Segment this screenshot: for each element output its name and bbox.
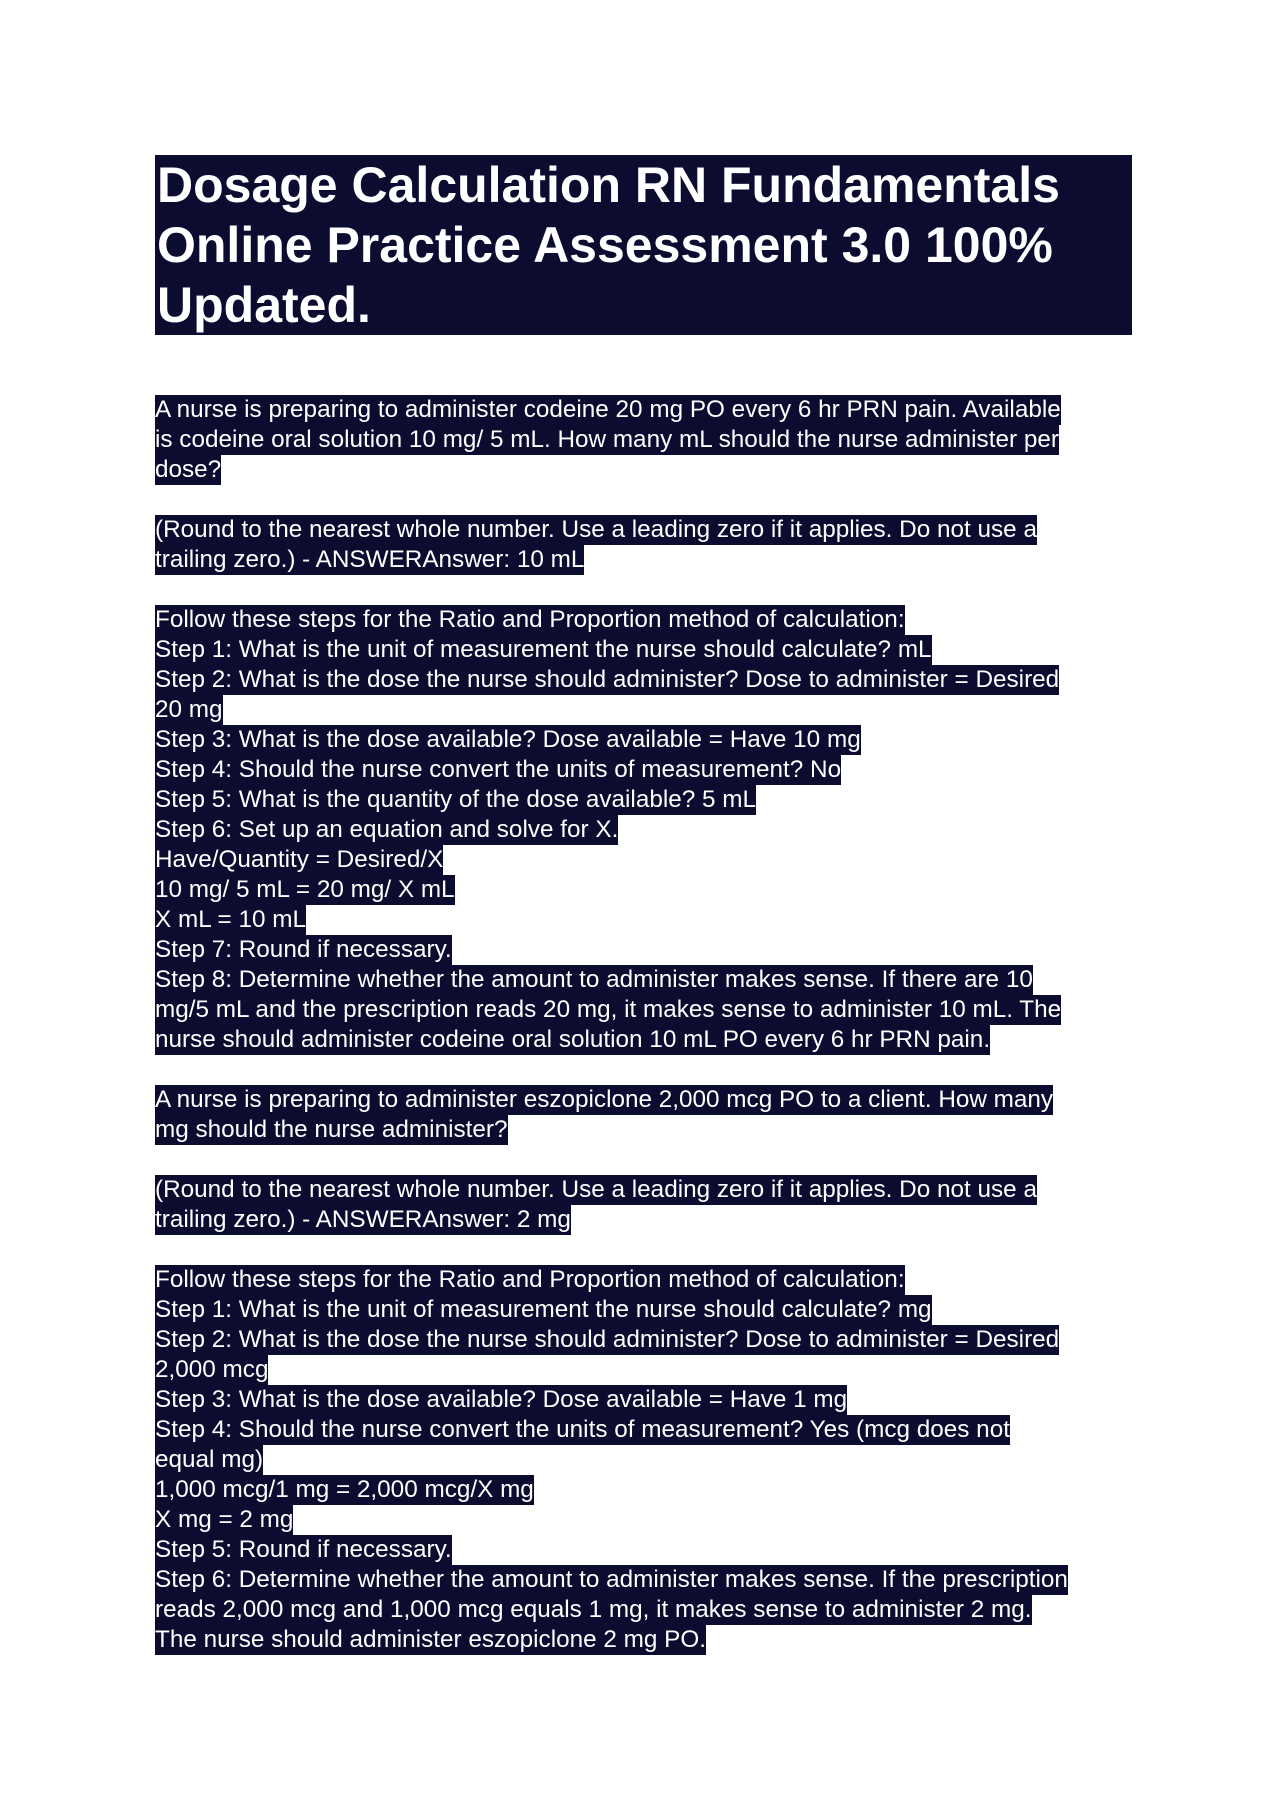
text-line: Follow these steps for the Ratio and Proportion method of calculation: bbox=[155, 1266, 905, 1293]
text-line: reads 2,000 mcg and 1,000 mcg equals 1 mg, it makes sense to administer 2 mg. bbox=[155, 1596, 1032, 1623]
text-line: (Round to the nearest whole number. Use a leading zero if it applies. Do not use a bbox=[155, 1176, 1037, 1203]
text-line: Step 1: What is the unit of measurement the nurse should calculate? mL bbox=[155, 636, 932, 663]
text-line: A nurse is preparing to administer codeine 20 mg PO every 6 hr PRN pain. Available bbox=[155, 396, 1061, 423]
text-line: Step 3: What is the dose available? Dose available = Have 10 mg bbox=[155, 726, 861, 753]
paragraph bbox=[155, 1175, 1155, 1235]
text-line: equal mg) bbox=[155, 1446, 264, 1473]
text-line: Step 2: What is the dose the nurse should administer? Dose to administer = Desired bbox=[155, 666, 1060, 693]
text-line: Step 4: Should the nurse convert the units of measurement? Yes (mcg does not bbox=[155, 1416, 1010, 1443]
text-line: mg should the nurse administer? bbox=[155, 1116, 508, 1143]
document-body bbox=[155, 395, 1155, 1655]
document-title bbox=[155, 155, 1132, 335]
text-line: dose? bbox=[155, 456, 222, 483]
text-line: A nurse is preparing to administer eszopiclone 2,000 mcg PO to a client. How many bbox=[155, 1086, 1054, 1113]
paragraph bbox=[155, 395, 1155, 485]
text-line: Step 5: Round if necessary. bbox=[155, 1536, 452, 1563]
text-line: trailing zero.) - ANSWERAnswer: 2 mg bbox=[155, 1206, 571, 1233]
text-line: Step 4: Should the nurse convert the units of measurement? No bbox=[155, 756, 842, 783]
text-line: Step 6: Determine whether the amount to administer makes sense. If the prescription bbox=[155, 1566, 1068, 1593]
text-line: X mg = 2 mg bbox=[155, 1506, 294, 1533]
title-line: Updated. bbox=[157, 277, 371, 333]
text-line: (Round to the nearest whole number. Use a leading zero if it applies. Do not use a bbox=[155, 516, 1037, 543]
text-line: X mL = 10 mL bbox=[155, 906, 307, 933]
text-line: Step 1: What is the unit of measurement the nurse should calculate? mg bbox=[155, 1296, 932, 1323]
text-line: 20 mg bbox=[155, 696, 223, 723]
text-line: mg/5 mL and the prescription reads 20 mg, it makes sense to administer 10 mL. The bbox=[155, 996, 1062, 1023]
text-line: Step 7: Round if necessary. bbox=[155, 936, 452, 963]
title-line: Online Practice Assessment 3.0 100% bbox=[157, 217, 1053, 273]
title-line: Dosage Calculation RN Fundamentals bbox=[157, 157, 1060, 213]
text-line: Follow these steps for the Ratio and Proportion method of calculation: bbox=[155, 606, 905, 633]
paragraph bbox=[155, 515, 1155, 575]
text-line: Have/Quantity = Desired/X bbox=[155, 846, 444, 873]
text-line: 1,000 mcg/1 mg = 2,000 mcg/X mg bbox=[155, 1476, 534, 1503]
paragraph bbox=[155, 605, 1155, 1055]
text-line: Step 6: Set up an equation and solve for X. bbox=[155, 816, 619, 843]
text-line: Step 3: What is the dose available? Dose available = Have 1 mg bbox=[155, 1386, 848, 1413]
text-line: Step 5: What is the quantity of the dose available? 5 mL bbox=[155, 786, 757, 813]
text-line: 2,000 mcg bbox=[155, 1356, 269, 1383]
text-line: The nurse should administer eszopiclone 2 mg PO. bbox=[155, 1626, 707, 1653]
text-line: is codeine oral solution 10 mg/ 5 mL. How many mL should the nurse administer per bbox=[155, 426, 1059, 453]
text-line: trailing zero.) - ANSWERAnswer: 10 mL bbox=[155, 546, 585, 573]
text-line: 10 mg/ 5 mL = 20 mg/ X mL bbox=[155, 876, 455, 903]
text-line: Step 8: Determine whether the amount to administer makes sense. If there are 10 bbox=[155, 966, 1033, 993]
text-line: nurse should administer codeine oral solution 10 mL PO every 6 hr PRN pain. bbox=[155, 1026, 991, 1053]
text-line: Step 2: What is the dose the nurse should administer? Dose to administer = Desired bbox=[155, 1326, 1060, 1353]
paragraph bbox=[155, 1085, 1155, 1145]
paragraph bbox=[155, 1265, 1155, 1655]
